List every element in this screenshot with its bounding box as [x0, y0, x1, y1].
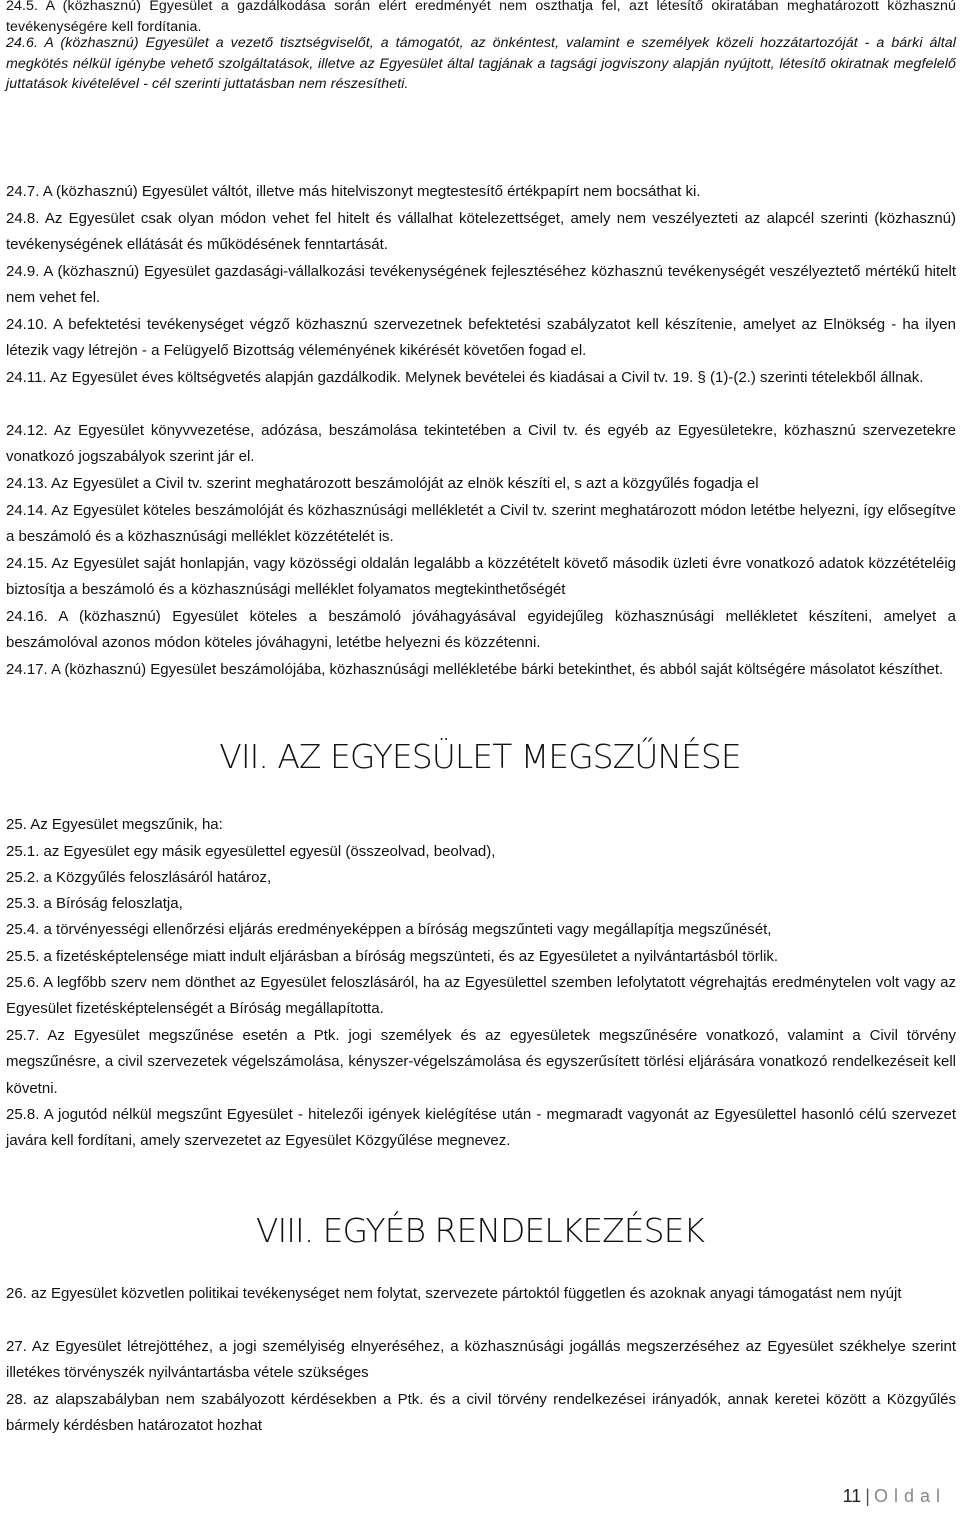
- paragraph-25-7: 25.7. Az Egyesület megszűnése esetén a Ptk. jogi személyek és az egyesületek megszűnésére vonatkozó, valamint a Civil törvény megszűnésre, a civil szervezetek végelszámolása, kényszer-végelszámolása és egyszerűsített törlési eljárására vonatkozó rendelkezéseit kell követni.: [6, 1027, 956, 1097]
- paragraph-25-8: 25.8. A jogutód nélkül megszűnt Egyesület - hitelezői igények kielégítése után - megmaradt vagyonát az Egyesülettel hasonló célú szervezet javára kell fordítani, amely szervezetet az Egyesület Közgyűlése megnevez.: [6, 1106, 956, 1150]
- paragraph-24-8: 24.8. Az Egyesület csak olyan módon vehet fel hitelt és vállalhat kötelezettséget, amely nem veszélyezteti az alapcél szerinti (közhasznú) tevékenységének ellátását és működésének fenntartását.: [6, 210, 956, 254]
- paragraph-25-5: 25.5. a fizetésképtelensége miatt indult eljárásban a bíróság megszünteti, és az Egyesületet a nyilvántartásból törlik.: [6, 948, 779, 965]
- section-heading-viii: VIII. EGYÉB RENDELKEZÉSEK: [255, 1211, 705, 1250]
- paragraph-25-4: 25.4. a törvényességi ellenőrzési eljárás eredményeképpen a bíróság megszűnteti vagy megállapítja megszűnését,: [6, 921, 772, 938]
- paragraph-24-10: 24.10. A befektetési tevékenységet végző közhasznú szervezetnek befektetési szabályzatot kell készítenie, amelyet az Elnökség - ha ilyen létezik vagy létrejön - a Felügyelő Bizottság véleményének kikérését követően fogad el.: [6, 316, 956, 360]
- paragraph-27: 27. Az Egyesület létrejöttéhez, a jogi személyiség elnyeréséhez, a közhasznúsági jogállás megszerzéséhez az Egyesület székhelye szerint illetékes törvényszék nyilvántartásba vétele szükséges: [6, 1338, 956, 1382]
- paragraph-25-3: 25.3. a Bíróság feloszlatja,: [6, 895, 183, 912]
- paragraph-24-9: 24.9. A (közhasznú) Egyesület gazdasági-vállalkozási tevékenységének fejlesztéséhez közhasznú tevékenységét veszélyeztető mértékű hitelt nem vehet fel.: [6, 263, 956, 307]
- paragraph-24-6: 24.6. A (közhasznú) Egyesület a vezető tisztségviselőt, a támogatót, az önkéntest, valamint e személyek közeli hozzátartozóját - a bárki által megkötés nélkül igénybe vehető szolgáltatások, illetve az Egyesület által tagjának a tagsági jogviszony alapján nyújtott, létesítő okiratnak megfelelő juttatások kivételével - cél szerinti juttatásban nem részesítheti.: [6, 35, 956, 92]
- paragraph-28: 28. az alapszabályban nem szabályozott kérdésekben a Ptk. és a civil törvény rendelkezései irányadók, annak keretei között a Közgyűlés bármely kérdésben határozatot hozhat: [6, 1391, 956, 1435]
- paragraph-24-15: 24.15. Az Egyesület saját honlapján, vagy közösségi oldalán legalább a közzétételt követő második üzleti évre vonatkozó adatok közzétételéig biztosítja a beszámoló és a közhasznúsági melléklet folyamatos megtekinthetőségét: [6, 555, 956, 599]
- paragraph-24-16: 24.16. A (közhasznú) Egyesület köteles a beszámoló jóváhagyásával egyidejűleg közhasznúsági mellékletet készíteni, amelyet a beszámolóval azonos módon köteles jóváhagyni, letétbe helyezni és közzétenni.: [6, 608, 956, 652]
- paragraph-24-12: 24.12. Az Egyesület könyvvezetése, adózása, beszámolása tekintetében a Civil tv. és egyéb az Egyesületekre, közhasznú szervezetekre vonatkozó jogszabályok szerint jár el.: [6, 422, 956, 466]
- paragraph-24-7: 24.7. A (közhasznú) Egyesület váltót, illetve más hitelviszonyt megtestesítő értékpapírt nem bocsáthat ki.: [6, 183, 701, 200]
- paragraph-25: 25. Az Egyesület megszűnik, ha:: [6, 816, 223, 833]
- paragraph-24-11: 24.11. Az Egyesület éves költségvetés alapján gazdálkodik. Melynek bevételei és kiadásai a Civil tv. 19. § (1)-(2.) szerinti tételekből állnak.: [6, 369, 924, 386]
- paragraph-24-14: 24.14. Az Egyesület köteles beszámolóját és közhasznúsági mellékletét a Civil tv. szerint meghatározott módon letétbe helyezni, így elősegítve a beszámoló és a közhasznúsági melléklet közzétételét is.: [6, 502, 956, 546]
- paragraph-24-17: 24.17. A (közhasznú) Egyesület beszámolójába, közhasznúsági mellékletébe bárki betekinthet, és abból saját költségére másolatot készíthet.: [6, 661, 944, 678]
- paragraph-24-5: 24.5. A (közhasznú) Egyesület a gazdálkodása során elért eredményét nem oszthatja fel, azt létesítő okiratában meghatározott közhasznú tevékenységére kell fordítania.: [6, 0, 956, 35]
- paragraph-25-6: 25.6. A legfőbb szerv nem dönthet az Egyesület feloszlásáról, ha az Egyesülettel szemben lefolytatott végrehajtás eredménytelen volt vagy az Egyesület fizetésképtelenségét a Bíróság megállapította.: [6, 974, 956, 1018]
- page-footer: [843, 1486, 946, 1507]
- page-number: 11: [842, 1486, 862, 1506]
- paragraph-24-13: 24.13. Az Egyesület a Civil tv. szerint meghatározott beszámolóját az elnök készíti el, s azt a közgyűlés fogadja el: [6, 475, 759, 492]
- section-heading-vii: VII. AZ EGYESÜLET MEGSZŰNÉSE: [219, 737, 741, 776]
- paragraph-26: 26. az Egyesület közvetlen politikai tevékenységet nem folytat, szervezete pártoktól független és azoknak anyagi támogatást nem nyújt: [6, 1285, 902, 1302]
- page-label: Oldal: [873, 1486, 946, 1506]
- paragraph-25-2: 25.2. a Közgyűlés feloszlásáról határoz,: [6, 869, 272, 886]
- paragraph-25-1: 25.1. az Egyesület egy másik egyesülettel egyesül (összeolvad, beolvad),: [6, 843, 496, 860]
- footer-separator: |: [865, 1486, 870, 1506]
